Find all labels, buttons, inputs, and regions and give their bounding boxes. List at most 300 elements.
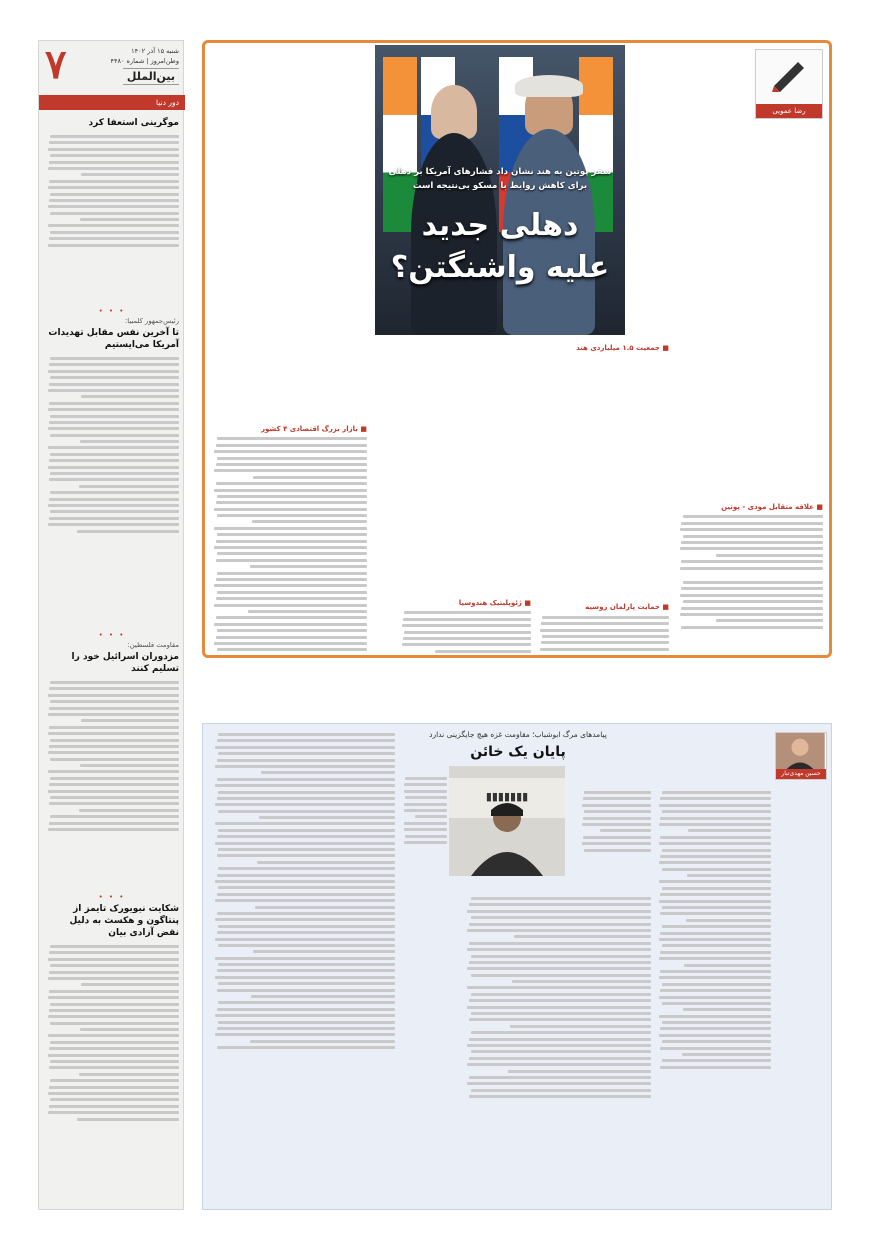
text-line bbox=[48, 694, 179, 697]
text-line bbox=[681, 522, 823, 525]
text-line bbox=[215, 803, 395, 806]
text-line bbox=[49, 421, 179, 424]
feature-title: پایان یک خائن bbox=[470, 744, 566, 760]
text-line bbox=[662, 1002, 771, 1005]
text-line bbox=[583, 797, 651, 800]
text-line bbox=[49, 199, 179, 202]
text-line bbox=[50, 415, 179, 418]
lead-column-right bbox=[677, 123, 823, 573]
text-line bbox=[215, 746, 395, 749]
text-line bbox=[48, 751, 179, 754]
text-line bbox=[405, 777, 447, 780]
lead-column-right-tail bbox=[677, 578, 823, 656]
text-line bbox=[214, 527, 367, 530]
putin-face bbox=[431, 85, 477, 139]
text-line bbox=[469, 942, 651, 945]
text-lines bbox=[677, 515, 823, 573]
text-line bbox=[50, 472, 179, 475]
text-line bbox=[217, 629, 367, 632]
author-avatar bbox=[775, 733, 826, 771]
text-line bbox=[215, 957, 395, 960]
modi-hair bbox=[515, 75, 583, 97]
text-line bbox=[469, 1095, 651, 1098]
text-line bbox=[48, 1111, 179, 1114]
text-line bbox=[216, 463, 367, 466]
text-line bbox=[49, 363, 179, 366]
text-line bbox=[542, 635, 669, 638]
side-story-body bbox=[45, 678, 179, 908]
text-line bbox=[467, 929, 651, 932]
text-line bbox=[471, 897, 651, 900]
text-line bbox=[217, 457, 367, 460]
text-line bbox=[215, 918, 395, 921]
text-lines bbox=[581, 791, 651, 852]
text-line bbox=[583, 836, 651, 839]
text-line bbox=[50, 964, 179, 967]
text-line bbox=[404, 790, 447, 793]
text-line bbox=[471, 955, 651, 958]
text-line bbox=[81, 173, 179, 176]
text-line bbox=[49, 1105, 179, 1108]
text-line bbox=[217, 931, 395, 934]
text-line bbox=[660, 855, 771, 858]
text-line bbox=[50, 1060, 179, 1063]
text-line bbox=[49, 402, 179, 405]
text-line bbox=[683, 581, 823, 584]
page-number: ۷ bbox=[45, 41, 67, 88]
text-line bbox=[48, 1092, 179, 1095]
text-line bbox=[217, 912, 395, 915]
text-line bbox=[584, 849, 651, 852]
text-line bbox=[215, 1014, 395, 1017]
text-line bbox=[218, 925, 395, 928]
text-line bbox=[582, 823, 651, 826]
text-line bbox=[50, 357, 179, 360]
text-line bbox=[584, 791, 651, 794]
text-line bbox=[49, 990, 179, 993]
text-line bbox=[259, 816, 395, 819]
lead-subhead: ■ حمایت پارلمان روسیه bbox=[585, 603, 669, 612]
issue-line: وطن‌امروز | شماره ۴۴۸۰ bbox=[110, 57, 179, 65]
text-line bbox=[660, 912, 771, 915]
text-line bbox=[49, 745, 179, 748]
date-line: شنبه ۱۵ آذر ۱۴۰۲ bbox=[131, 47, 179, 55]
text-line bbox=[471, 1089, 651, 1092]
text-line bbox=[77, 1118, 179, 1121]
text-line bbox=[50, 1079, 179, 1082]
text-line bbox=[469, 1018, 651, 1021]
text-line bbox=[214, 604, 367, 607]
text-line bbox=[659, 1015, 771, 1018]
text-line bbox=[214, 546, 367, 549]
text-line bbox=[48, 389, 179, 392]
text-line bbox=[261, 771, 395, 774]
text-line bbox=[469, 1038, 651, 1041]
text-line bbox=[541, 622, 669, 625]
feature-story bbox=[202, 723, 832, 1210]
text-line bbox=[683, 515, 823, 518]
text-line bbox=[508, 1070, 651, 1073]
text-line bbox=[659, 957, 771, 960]
lead-subhead: ■ جمعیت ۱.۵ میلیاردی هند bbox=[576, 344, 669, 352]
text-line bbox=[215, 976, 395, 979]
text-line bbox=[48, 466, 179, 469]
text-line bbox=[216, 578, 367, 581]
author-box bbox=[755, 49, 823, 119]
text-line bbox=[681, 587, 823, 590]
text-line bbox=[218, 848, 395, 851]
text-line bbox=[79, 1073, 180, 1076]
text-line bbox=[680, 613, 823, 616]
text-line bbox=[582, 842, 651, 845]
text-line bbox=[659, 996, 771, 999]
text-line bbox=[215, 899, 395, 902]
text-line bbox=[218, 867, 395, 870]
text-line bbox=[50, 510, 179, 513]
lead-subhead: ■ بازار بزرگ اقتصادی ۴ کشور bbox=[261, 425, 367, 433]
text-line bbox=[49, 802, 179, 805]
text-line bbox=[404, 822, 447, 825]
text-line bbox=[49, 707, 179, 710]
text-line bbox=[469, 923, 651, 926]
text-line bbox=[252, 520, 367, 523]
text-line bbox=[49, 1047, 179, 1050]
text-line bbox=[250, 565, 367, 568]
feature-column-3-top bbox=[403, 774, 447, 884]
divider: • • • bbox=[98, 893, 126, 901]
text-line bbox=[49, 783, 179, 786]
text-line bbox=[469, 961, 651, 964]
text-line bbox=[217, 591, 367, 594]
side-story-pretitle: رئیس‌جمهور کلمبیا: bbox=[125, 317, 179, 325]
text-line bbox=[50, 796, 179, 799]
text-line bbox=[215, 842, 395, 845]
text-line bbox=[467, 910, 651, 913]
text-line bbox=[681, 607, 823, 610]
text-lines bbox=[677, 581, 823, 629]
text-line bbox=[48, 958, 179, 961]
feature-author-box bbox=[775, 732, 827, 780]
text-line bbox=[662, 983, 771, 986]
text-line bbox=[48, 427, 179, 430]
text-line bbox=[49, 1009, 179, 1012]
text-line bbox=[680, 567, 823, 570]
text-line bbox=[49, 517, 179, 520]
text-line bbox=[218, 944, 395, 947]
text-line bbox=[217, 552, 367, 555]
text-line bbox=[218, 1021, 395, 1024]
text-line bbox=[49, 951, 179, 954]
text-line bbox=[214, 642, 367, 645]
text-line bbox=[48, 523, 179, 526]
text-line bbox=[469, 1057, 651, 1060]
text-line bbox=[50, 1098, 179, 1101]
text-line bbox=[218, 810, 395, 813]
text-line bbox=[79, 809, 180, 812]
text-line bbox=[217, 1027, 395, 1030]
lead-subhead: ■ علاقه متقابل مودی - پوتین bbox=[721, 503, 823, 511]
divider: • • • bbox=[98, 307, 126, 315]
text-line bbox=[404, 611, 531, 614]
lead-story bbox=[202, 40, 832, 658]
text-line bbox=[684, 964, 771, 967]
side-story-3 bbox=[45, 627, 179, 908]
feature-column-4 bbox=[211, 730, 395, 1202]
text-line bbox=[215, 765, 395, 768]
text-line bbox=[218, 982, 395, 985]
text-line bbox=[77, 530, 179, 533]
text-line bbox=[253, 476, 367, 479]
text-line bbox=[215, 938, 395, 941]
text-line bbox=[255, 906, 395, 909]
text-line bbox=[681, 560, 823, 563]
text-line bbox=[471, 993, 651, 996]
text-line bbox=[48, 1054, 179, 1057]
text-line bbox=[50, 1022, 179, 1025]
text-line bbox=[48, 224, 179, 227]
divider: • • • bbox=[98, 631, 126, 639]
side-story-2 bbox=[45, 303, 179, 624]
side-story-pretitle: مقاومت فلسطین: bbox=[127, 641, 179, 649]
text-line bbox=[48, 828, 179, 831]
text-line bbox=[50, 434, 179, 437]
text-line bbox=[583, 817, 651, 820]
text-line bbox=[512, 980, 651, 983]
text-line bbox=[48, 1015, 179, 1018]
text-line bbox=[680, 528, 823, 531]
text-line bbox=[404, 631, 531, 634]
text-line bbox=[404, 828, 447, 831]
text-line bbox=[80, 764, 179, 767]
text-line bbox=[660, 797, 771, 800]
text-line bbox=[49, 478, 179, 481]
text-line bbox=[217, 989, 395, 992]
text-line bbox=[257, 861, 395, 864]
text-line bbox=[683, 1008, 771, 1011]
text-line bbox=[217, 514, 367, 517]
text-line bbox=[49, 459, 179, 462]
text-line bbox=[662, 1059, 771, 1062]
text-line bbox=[50, 1041, 179, 1044]
masthead bbox=[39, 41, 185, 93]
text-line bbox=[540, 648, 669, 651]
text-line bbox=[49, 1086, 179, 1089]
text-line bbox=[217, 572, 367, 575]
text-line bbox=[50, 945, 179, 948]
side-story-body bbox=[45, 942, 179, 1210]
text-line bbox=[659, 823, 771, 826]
text-line bbox=[404, 783, 447, 786]
feature-column-2-top bbox=[581, 788, 651, 888]
text-line bbox=[662, 925, 771, 928]
text-line bbox=[681, 626, 823, 629]
text-line bbox=[404, 809, 447, 812]
text-line bbox=[217, 759, 395, 762]
text-line bbox=[214, 508, 367, 511]
text-line bbox=[48, 244, 179, 247]
lead-subhead: ■ ژئوپلیتیک هند‌وسیا bbox=[458, 599, 531, 607]
text-line bbox=[435, 650, 531, 653]
text-line bbox=[659, 880, 771, 883]
text-line bbox=[660, 1047, 771, 1050]
text-line bbox=[467, 1044, 651, 1047]
text-line bbox=[50, 231, 179, 234]
text-line bbox=[50, 135, 179, 138]
text-line bbox=[469, 1076, 651, 1079]
text-line bbox=[214, 623, 367, 626]
author-name: رضا عمویی bbox=[756, 104, 822, 118]
text-line bbox=[79, 485, 180, 488]
text-line bbox=[542, 616, 669, 619]
section-title: بین‌الملل bbox=[123, 68, 179, 85]
lead-column-left bbox=[211, 49, 367, 653]
text-line bbox=[540, 629, 669, 632]
text-line bbox=[49, 726, 179, 729]
text-line bbox=[514, 935, 651, 938]
text-line bbox=[403, 637, 531, 640]
text-line bbox=[48, 205, 179, 208]
side-story-body bbox=[45, 354, 179, 624]
text-line bbox=[214, 489, 367, 492]
side-story-title: موگرینی استعفا کرد bbox=[88, 118, 179, 128]
text-line bbox=[662, 906, 771, 909]
text-line bbox=[216, 501, 367, 504]
text-line bbox=[216, 559, 367, 562]
text-line bbox=[582, 804, 651, 807]
text-line bbox=[50, 700, 179, 703]
text-line bbox=[659, 938, 771, 941]
text-line bbox=[471, 1031, 651, 1034]
text-line bbox=[600, 829, 651, 832]
text-line bbox=[49, 687, 179, 690]
text-line bbox=[716, 554, 823, 557]
text-line bbox=[662, 887, 771, 890]
text-lines bbox=[399, 611, 531, 653]
text-line bbox=[48, 790, 179, 793]
text-line bbox=[81, 983, 179, 986]
text-line bbox=[662, 810, 771, 813]
text-line bbox=[662, 944, 771, 947]
text-line bbox=[217, 969, 395, 972]
text-line bbox=[471, 916, 651, 919]
text-line bbox=[660, 989, 771, 992]
text-line bbox=[251, 995, 395, 998]
text-line bbox=[662, 1021, 771, 1024]
svg-text:▮▮▮▮▮▮▮: ▮▮▮▮▮▮▮ bbox=[485, 790, 529, 803]
text-lines bbox=[657, 791, 771, 1069]
text-lines bbox=[45, 945, 179, 1121]
text-line bbox=[686, 919, 772, 922]
text-line bbox=[215, 1033, 395, 1036]
text-line bbox=[50, 154, 179, 157]
lead-column-mid-right bbox=[537, 341, 669, 653]
text-line bbox=[49, 971, 179, 974]
text-line bbox=[48, 167, 179, 170]
text-line bbox=[680, 547, 823, 550]
text-line bbox=[217, 495, 367, 498]
text-lines bbox=[211, 437, 367, 653]
text-line bbox=[80, 440, 179, 443]
text-lines bbox=[45, 681, 179, 831]
text-line bbox=[683, 535, 823, 538]
pen-icon bbox=[770, 58, 810, 92]
text-line bbox=[662, 1040, 771, 1043]
text-line bbox=[216, 444, 367, 447]
text-line bbox=[216, 616, 367, 619]
text-line bbox=[48, 446, 179, 449]
text-line bbox=[215, 822, 395, 825]
text-line bbox=[659, 861, 771, 864]
feature-column-2 bbox=[463, 894, 651, 1202]
text-line bbox=[50, 491, 179, 494]
text-line bbox=[660, 932, 771, 935]
text-line bbox=[681, 541, 823, 544]
text-line bbox=[48, 977, 179, 980]
text-line bbox=[660, 1066, 771, 1069]
text-lines bbox=[403, 777, 447, 844]
lead-column-mid-left bbox=[399, 341, 531, 653]
text-line bbox=[49, 1066, 179, 1069]
text-line bbox=[660, 970, 771, 973]
feature-author-name: حسین مهدی‌تبار bbox=[776, 769, 826, 779]
text-line bbox=[662, 791, 771, 794]
text-line bbox=[50, 815, 179, 818]
text-line bbox=[50, 777, 179, 780]
text-line bbox=[683, 600, 823, 603]
text-line bbox=[218, 1001, 395, 1004]
text-line bbox=[50, 739, 179, 742]
text-line bbox=[217, 797, 395, 800]
text-line bbox=[217, 1008, 395, 1011]
text-line bbox=[216, 597, 367, 600]
text-line bbox=[48, 370, 179, 373]
text-line bbox=[49, 383, 179, 386]
side-story-title: مزدوران اسرائیل خود را تسلیم کنند bbox=[71, 652, 179, 674]
text-line bbox=[216, 636, 367, 639]
text-line bbox=[218, 886, 395, 889]
text-line bbox=[216, 540, 367, 543]
text-line bbox=[217, 437, 367, 440]
text-line bbox=[48, 148, 179, 151]
text-line bbox=[404, 841, 447, 844]
text-line bbox=[660, 836, 771, 839]
text-line bbox=[660, 1027, 771, 1030]
lead-headline-line1: دهلی جدید bbox=[421, 208, 579, 243]
text-line bbox=[403, 618, 531, 621]
text-line bbox=[248, 610, 367, 613]
text-line bbox=[218, 791, 395, 794]
text-line bbox=[716, 619, 823, 622]
text-line bbox=[680, 594, 823, 597]
side-story-1 bbox=[45, 117, 179, 304]
lead-headline-line2: علیه واشنگتن؟ bbox=[390, 250, 610, 285]
text-line bbox=[49, 822, 179, 825]
text-line bbox=[660, 817, 771, 820]
text-line bbox=[687, 874, 771, 877]
side-story-body bbox=[45, 132, 179, 304]
text-line bbox=[471, 1012, 651, 1015]
text-line bbox=[659, 900, 771, 903]
text-line bbox=[404, 803, 447, 806]
lead-kicker: سفر پوتین به هند نشان داد فشارهای آمریکا بر دهلی برای کاهش روابط با مسکو بی‌نتیجه است bbox=[388, 167, 612, 191]
text-line bbox=[253, 950, 395, 953]
text-line bbox=[48, 770, 179, 773]
side-story-4 bbox=[45, 889, 179, 1210]
text-line bbox=[48, 713, 179, 716]
text-line bbox=[81, 395, 179, 398]
text-line bbox=[415, 815, 447, 818]
text-line bbox=[471, 1050, 651, 1053]
